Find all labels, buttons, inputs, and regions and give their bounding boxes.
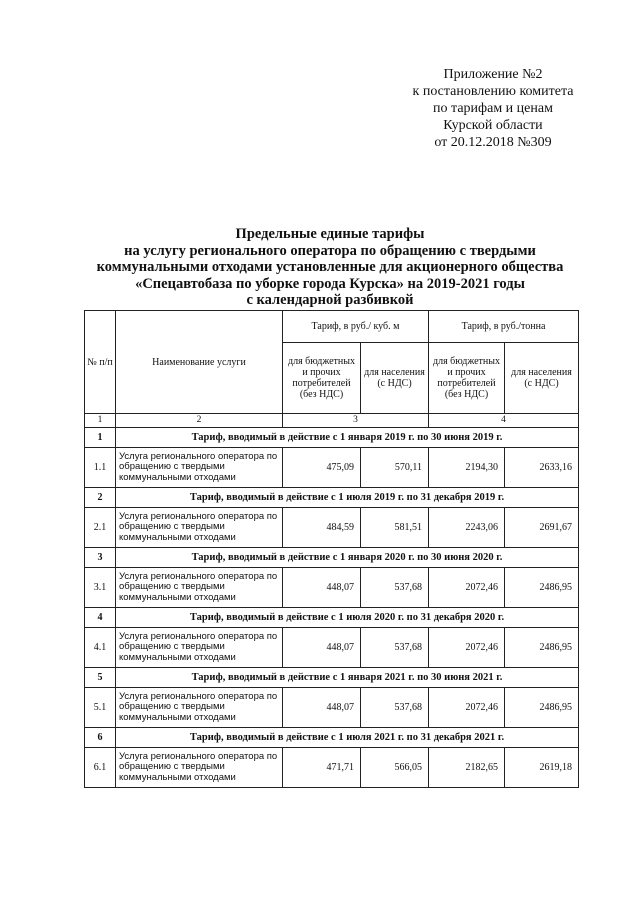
column-number: 2 (116, 414, 283, 428)
table-row (85, 568, 579, 608)
tariff-m3-population: 581,51 (361, 508, 429, 548)
period-row (85, 548, 579, 568)
column-number-row (85, 414, 579, 428)
tariff-m3-budget: 448,07 (283, 628, 361, 668)
header-population: для населения (с НДС) (361, 343, 429, 414)
period-row (85, 428, 579, 448)
period-number: 1 (85, 428, 116, 448)
service-name: Услуга регионального оператора по обращению с твердыми коммунальными отходами (116, 688, 283, 728)
header-row (85, 311, 579, 343)
period-row (85, 608, 579, 628)
tariff-ton-population: 2486,95 (505, 628, 579, 668)
period-row (85, 728, 579, 748)
service-name: Услуга регионального оператора по обращению с твердыми коммунальными отходами (116, 508, 283, 548)
header-budget: для бюджетных и прочих потребителей (без НДС) (283, 343, 361, 414)
service-name: Услуга регионального оператора по обращению с твердыми коммунальными отходами (116, 628, 283, 668)
title-line: коммунальными отходами установленные для акционерного общества (96, 259, 564, 275)
tariff-m3-population: 537,68 (361, 688, 429, 728)
tariff-ton-population: 2486,95 (505, 568, 579, 608)
period-number: 6 (85, 728, 116, 748)
header-tariff-ton: Тариф, в руб./тонна (429, 311, 579, 343)
period-row (85, 488, 579, 508)
tariff-ton-population: 2619,18 (505, 748, 579, 788)
tariff-ton-budget: 2243,06 (429, 508, 505, 548)
title-line: «Спецавтобаза по уборке города Курска» на 2019-2021 годы (135, 275, 525, 292)
period-number: 4 (85, 608, 116, 628)
table-row (85, 628, 579, 668)
document-title (60, 226, 600, 309)
title-line: Предельные единые тарифы (235, 226, 425, 242)
row-number: 6.1 (85, 748, 116, 788)
header-num: № п/п (85, 311, 116, 414)
period-title: Тариф, вводимый в действие с 1 июля 2020 г. по 31 декабря 2020 г. (116, 608, 579, 628)
header-population: для населения (с НДС) (505, 343, 579, 414)
period-title: Тариф, вводимый в действие с 1 января 2021 г. по 30 июня 2021 г. (116, 668, 579, 688)
tariff-m3-budget: 448,07 (283, 568, 361, 608)
period-title: Тариф, вводимый в действие с 1 января 2019 г. по 30 июня 2019 г. (116, 428, 579, 448)
tariff-ton-population: 2633,16 (505, 448, 579, 488)
row-number: 1.1 (85, 448, 116, 488)
period-title: Тариф, вводимый в действие с 1 июля 2019 г. по 31 декабря 2019 г. (116, 488, 579, 508)
header-service: Наименование услуги (116, 311, 283, 414)
tariff-m3-population: 537,68 (361, 568, 429, 608)
service-name: Услуга регионального оператора по обращению с твердыми коммунальными отходами (116, 568, 283, 608)
appendix-line: к постановлению комитета (412, 84, 574, 99)
title-line: на услугу регионального оператора по обращению с твердыми (124, 242, 536, 259)
period-number: 3 (85, 548, 116, 568)
table-row (85, 448, 579, 488)
appendix-line: Курской области (443, 118, 543, 133)
tariff-m3-budget: 471,71 (283, 748, 361, 788)
header-tariff-m3: Тариф, в руб./ куб. м (283, 311, 429, 343)
period-title: Тариф, вводимый в действие с 1 января 2020 г. по 30 июня 2020 г. (116, 548, 579, 568)
tariff-m3-budget: 475,09 (283, 448, 361, 488)
tariff-table (84, 310, 579, 788)
period-number: 2 (85, 488, 116, 508)
tariff-m3-population: 570,11 (361, 448, 429, 488)
appendix-line: по тарифам и ценам (433, 101, 553, 116)
service-name: Услуга регионального оператора по обращению с твердыми коммунальными отходами (116, 448, 283, 488)
service-name: Услуга регионального оператора по обращению с твердыми коммунальными отходами (116, 748, 283, 788)
tariff-ton-budget: 2182,65 (429, 748, 505, 788)
appendix-line: Приложение №2 (443, 67, 543, 82)
appendix-block (378, 66, 608, 151)
tariff-ton-budget: 2194,30 (429, 448, 505, 488)
row-number: 5.1 (85, 688, 116, 728)
row-number: 4.1 (85, 628, 116, 668)
title-line: с календарной разбивкой (246, 292, 414, 308)
period-title: Тариф, вводимый в действие с 1 июля 2021 г. по 31 декабря 2021 г. (116, 728, 579, 748)
table-row (85, 508, 579, 548)
column-number: 1 (85, 414, 116, 428)
tariff-m3-budget: 484,59 (283, 508, 361, 548)
period-number: 5 (85, 668, 116, 688)
tariff-m3-population: 566,05 (361, 748, 429, 788)
row-number: 2.1 (85, 508, 116, 548)
tariff-ton-budget: 2072,46 (429, 628, 505, 668)
tariff-m3-population: 537,68 (361, 628, 429, 668)
tariff-m3-budget: 448,07 (283, 688, 361, 728)
header-budget: для бюджетных и прочих потребителей (без НДС) (429, 343, 505, 414)
table-row (85, 748, 579, 788)
tariff-ton-budget: 2072,46 (429, 688, 505, 728)
tariff-ton-population: 2691,67 (505, 508, 579, 548)
tariff-ton-population: 2486,95 (505, 688, 579, 728)
appendix-line: от 20.12.2018 №309 (434, 135, 552, 150)
table-row (85, 688, 579, 728)
tariff-ton-budget: 2072,46 (429, 568, 505, 608)
row-number: 3.1 (85, 568, 116, 608)
column-number: 4 (429, 414, 579, 428)
column-number: 3 (283, 414, 429, 428)
period-row (85, 668, 579, 688)
